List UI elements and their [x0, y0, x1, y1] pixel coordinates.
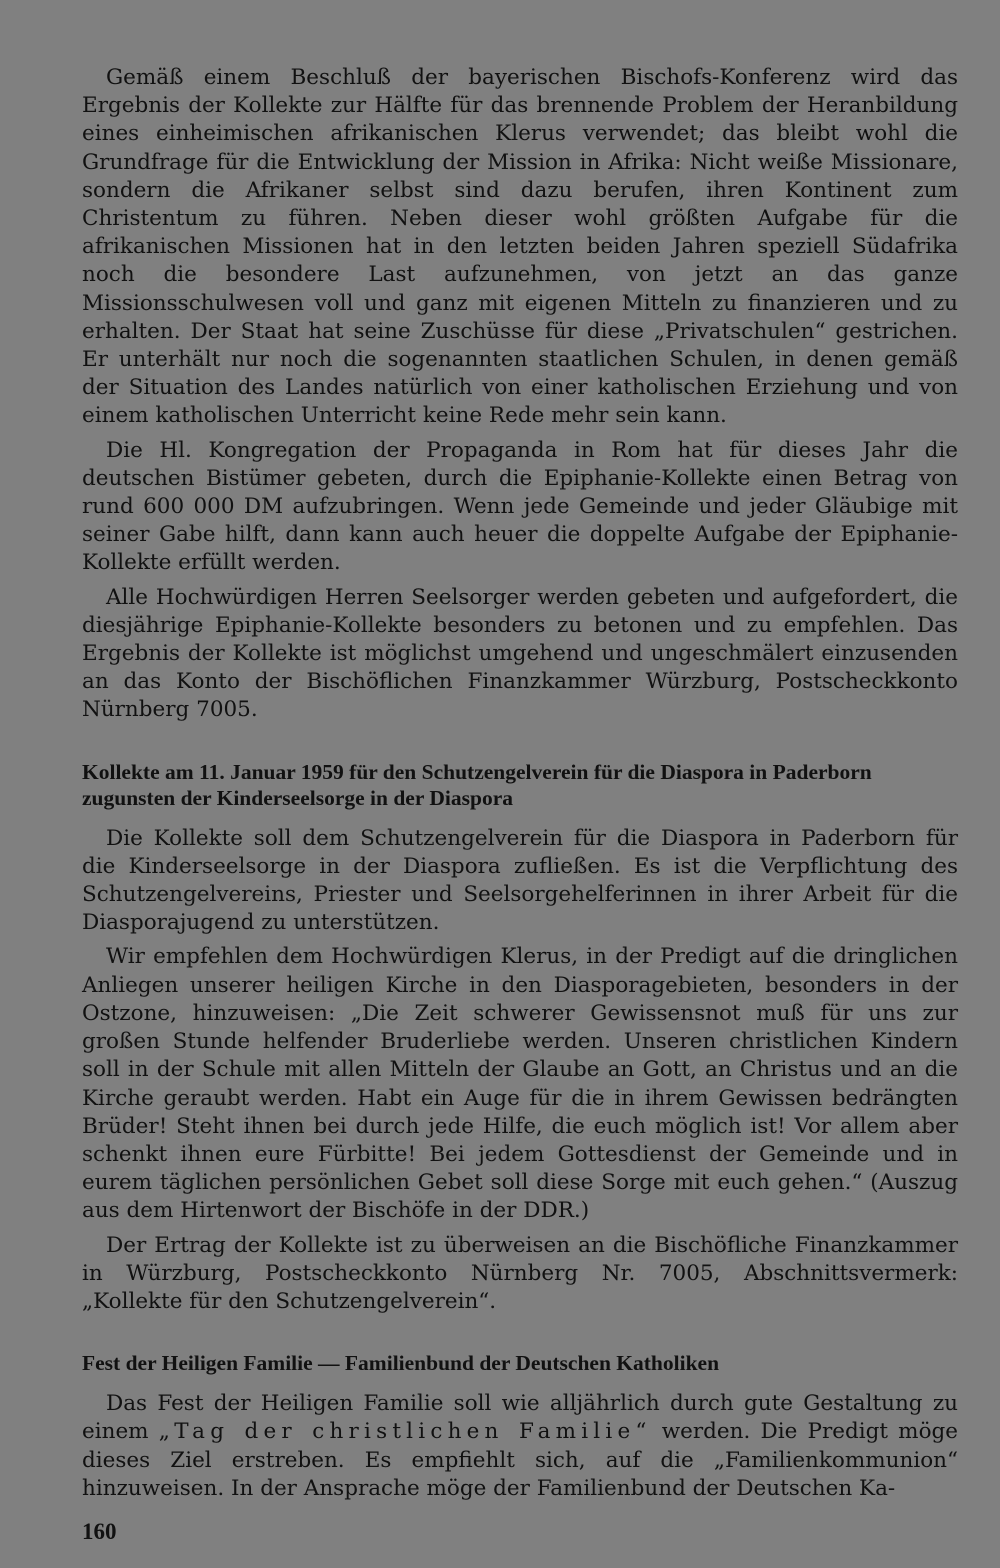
document-page [82, 64, 958, 1503]
intro-paragraph-2: Die Hl. Kongregation der Propaganda in Rom hat für dieses Jahr die deutschen Bistümer gebeten, durch die Epiphanie-Kollekte einen Betrag von rund 600 000 DM aufzubringen. Wenn jede Gemeinde und jeder Gläubige mit seiner Gabe hilft, dann kann auch heuer die doppelte Aufgabe der Epiphanie-Kollekte erfüllt werden. [82, 437, 958, 576]
paragraph-text-start: Das Fest der Heiligen Familie soll wie alljährlich durch gute Gestaltung zu einem [82, 1391, 958, 1445]
paragraph-text-end: werden. Die Predigt möge dieses Ziel erstreben. Es empfiehlt sich, auf die „Familienkommunion“ hinzuweisen. In der Ansprache möge der Familienbund der Deutschen Ka- [82, 1419, 958, 1501]
heilige-familie-paragraph-1 [82, 1390, 958, 1503]
schutzengelverein-paragraph-3: Der Ertrag der Kollekte ist zu überweisen an die Bischöfliche Finanzkammer in Würzburg, Postscheckkonto Nürnberg Nr. 7005, Abschnittsvermerk: „Kollekte für den Schutzengelverein“. [82, 1232, 958, 1314]
schutzengelverein-paragraph-1: Die Kollekte soll dem Schutzengelverein für die Diaspora in Paderborn für die Kinderseelsorge in der Diaspora zufließen. Es ist die Verpflichtung des Schutzengelvereins, Priester und Seelsorgehelferinnen in ihrer Arbeit für die Diasporajugend zu unterstützen. [82, 825, 958, 936]
schutzengelverein-paragraph-2: Wir empfehlen dem Hochwürdigen Klerus, in der Predigt auf die dringlichen Anliegen unserer heiligen Kirche in den Diasporagebieten, besonders in der Ostzone, hinzuweisen: „Die Zeit schwerer Gewissensnot muß für uns zur großen Stunde helfender Bruderliebe werden. Unseren christlichen Kindern soll in der Schule mit allen Mitteln der Glaube an Gott, an Christus und an die Kirche geraubt werden. Habt ein Auge für die in ihrem Gewissen bedrängten Brüder! Steht ihnen bei durch jede Hilfe, die euch möglich ist! Vor allem aber schenkt ihnen eure Fürbitte! Bei jedem Gottesdienst der Gemeinde und in eurem täglichen persönlichen Gebet soll diese Sorge mit euch gehen.“ (Auszug aus dem Hirtenwort der Bischöfe in der DDR.) [82, 944, 958, 1224]
intro-paragraph-3: Alle Hochwürdigen Herren Seelsorger werden gebeten und aufgefordert, die diesjährige Epiphanie-Kollekte besonders zu betonen und zu empfehlen. Das Ergebnis der Kollekte ist möglichst umgehend und ungeschmälert einzusenden an das Konto der Bischöflichen Finanzkammer Würzburg, Postscheckkonto Nürnberg 7005. [82, 584, 958, 723]
emphasized-phrase: „Tag der christlichen Familie“ [158, 1419, 652, 1445]
intro-paragraph-1: Gemäß einem Beschluß der bayerischen Bischofs-Konferenz wird das Ergebnis der Kollekte zur Hälfte für das brennende Problem der Heranbildung eines einheimischen afrikanischen Klerus verwendet; das bleibt wohl die Grundfrage für die Entwicklung der Mission in Afrika: Nicht weiße Missionare, sondern die Afrikaner selbst sind dazu berufen, ihren Kontinent zum Christentum zu führen. Neben dieser wohl größten Aufgabe für die afrikanischen Missionen hat in den letzten beiden Jahren speziell Südafrika noch die besondere Last aufzunehmen, von jetzt an das ganze Missionsschulwesen voll und ganz mit eigenen Mitteln zu finanzieren und zu erhalten. Der Staat hat seine Zuschüsse für diese „Privatschulen“ gestrichen. Er unterhält nur noch die sogenannten staatlichen Schulen, in denen gemäß der Situation des Landes natürlich von einer katholischen Erziehung und von einem katholischen Unterricht keine Rede mehr sein kann. [82, 65, 958, 429]
section-body-schutzengelverein [82, 825, 958, 1316]
section-body-heilige-familie [82, 1390, 958, 1503]
page-number: 160 [82, 1519, 117, 1544]
section-heading-schutzengelverein: Kollekte am 11. Januar 1959 für den Schutzengelverein für die Diaspora in Paderborn zugunsten der Kinderseelsorge in der Diaspora [82, 759, 872, 810]
section-heading-heilige-familie: Fest der Heiligen Familie — Familienbund der Deutschen Katholiken [82, 1351, 720, 1376]
